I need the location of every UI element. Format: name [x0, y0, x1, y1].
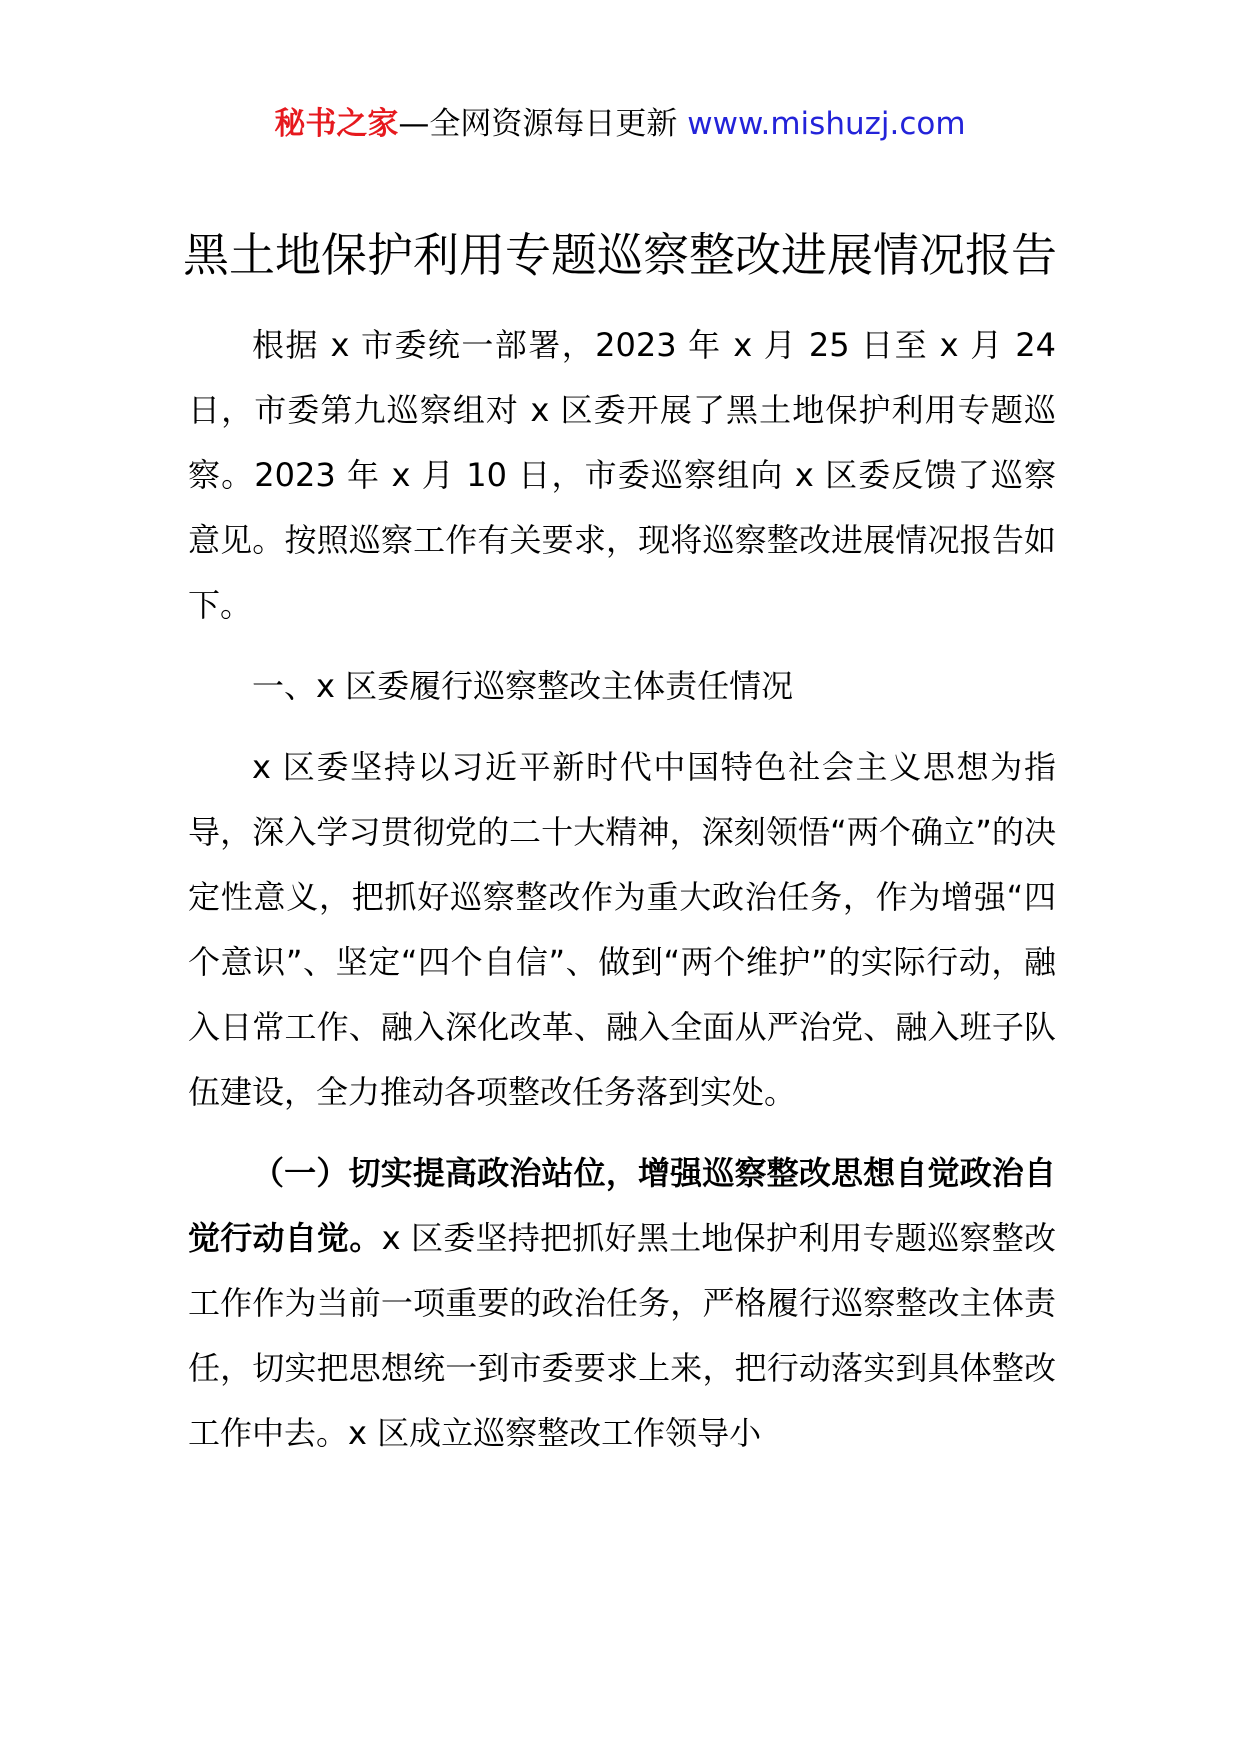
- subsection-1-lead: （一）切实提高政治站位，增强巡察整改思想自觉政治自觉行动自觉。: [188, 1154, 1056, 1257]
- subsection-1-paragraph: [188, 1141, 1056, 1466]
- intro-paragraph: 根据 x 市委统一部署，2023 年 x 月 25 日至 x 月 24 日，市委第九巡察组对 x 区委开展了黑土地保护利用专题巡察。2023 年 x 月 10 日，市委巡察组向 x 区委反馈了巡察意见。按照巡察工作有关要求，现将巡察整改进展情况报告如下。: [188, 326, 1056, 624]
- section-heading-1: 一、x 区委履行巡察整改主体责任情况: [252, 667, 794, 705]
- banner-tagline: —全网资源每日更新: [398, 106, 688, 142]
- document-body: [188, 313, 1056, 1466]
- subsection-1-text: x 区委坚持把抓好黑土地保护利用专题巡察整改工作作为当前一项重要的政治任务，严格履行巡察整改主体责任，切实把思想统一到市委要求上来，把行动落实到具体整改工作中去。x 区成立巡察整改工作领导小: [188, 1219, 1056, 1452]
- section-1-paragraph: x 区委坚持以习近平新时代中国特色社会主义思想为指导，深入学习贯彻党的二十大精神，深刻领悟“两个确立”的决定性意义，把抓好巡察整改作为重大政治任务，作为增强“四个意识”、坚定“四个自信”、做到“两个维护”的实际行动，融入日常工作、融入深化改革、融入全面从严治党、融入班子队伍建设，全力推动各项整改任务落到实处。: [188, 748, 1056, 1111]
- site-banner: [0, 96, 1240, 152]
- document-title: 黑土地保护利用专题巡察整改进展情况报告: [183, 228, 1057, 282]
- site-url-link[interactable]: www.mishuzj.com: [687, 106, 966, 142]
- brand-name: 秘书之家: [274, 106, 399, 142]
